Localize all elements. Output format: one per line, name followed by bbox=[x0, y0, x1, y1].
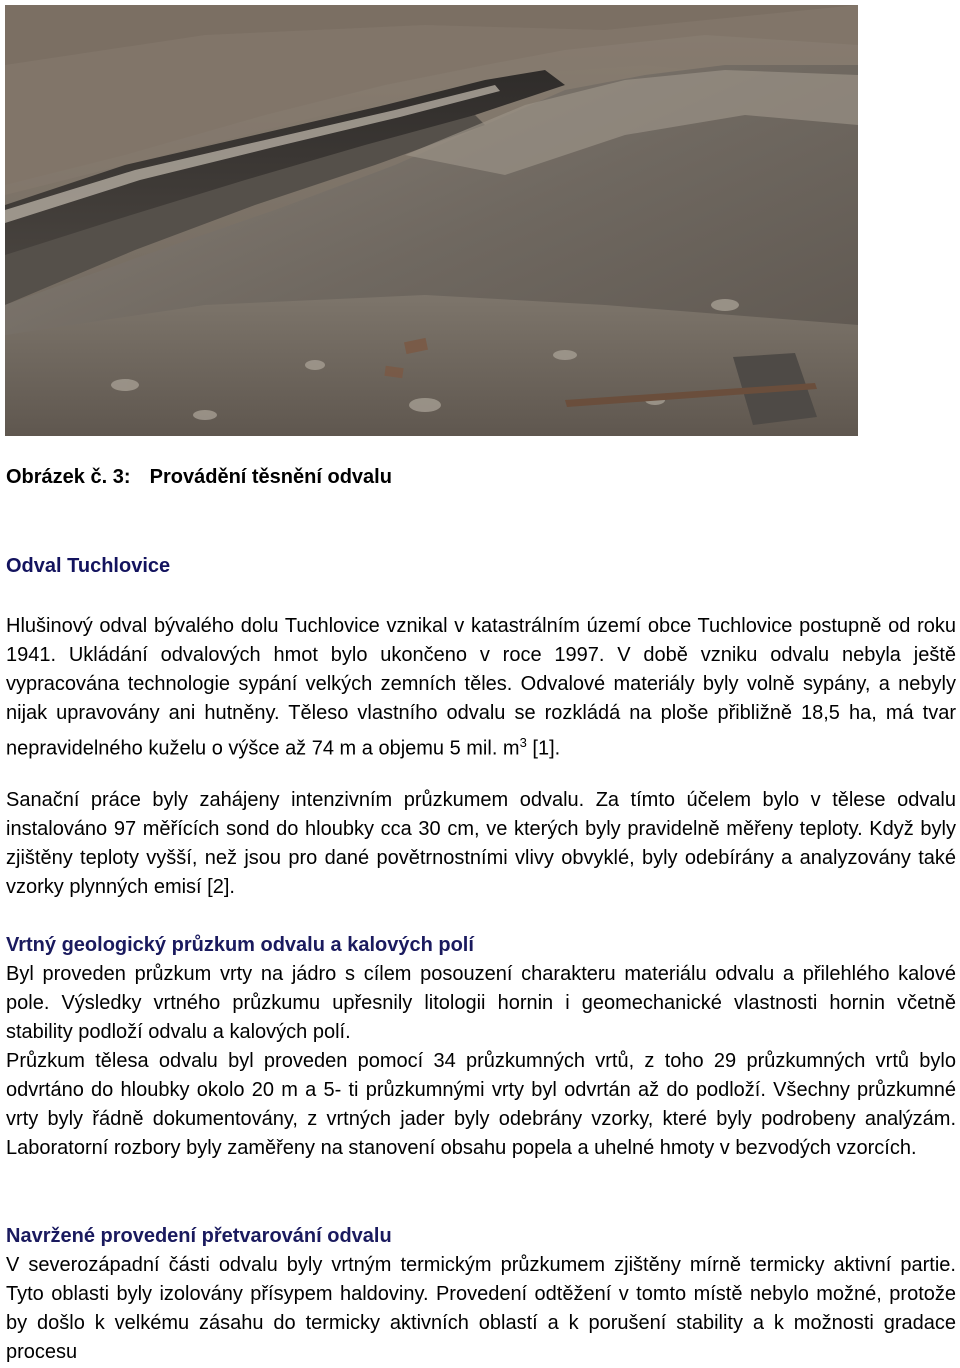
caption-text: Provádění těsnění odvalu bbox=[149, 466, 392, 488]
subsection-2-paragraph-1 bbox=[6, 1251, 956, 1367]
paragraph-2 bbox=[6, 786, 956, 902]
paragraph-1-text: Hlušinový odval bývalého dolu Tuchlovice vznikal v katastrálním území obce Tuchlovice postupně od roku 1941. Ukládání odvalových hmot bylo ukončeno v roce 1997. V době vzniku odvalu nebyla ještě vypracována technologie sypání velkých zemních těles. Odvalové materiály byly volně sypány, a nebyly nijak upravovány ani hutněny. Těleso vlastního odvalu se rozkládá na ploše přibližně 18,5 ha, má tvar nepravidelného kuželu o výšce až 74 m a objemu 5 mil. m bbox=[6, 615, 956, 760]
superscript-3: 3 bbox=[519, 735, 527, 750]
section-title: Odval Tuchlovice bbox=[6, 555, 171, 577]
paragraph-2-text: Sanační práce byly zahájeny intenzivním průzkumem odvalu. Za tímto účelem bylo v tělese odvalu instalováno 97 měřících sond do hloubky cca 30 cm, ve kterých byly pravidelně měřeny teploty. Když byly zjištěny teploty vyšší, než jsou pro dané povětrnostními vlivy obvyklé, byly odebírány a analyzovány také vzorky plynných emisí [2]. bbox=[6, 789, 956, 898]
spoil-heap-photo bbox=[5, 5, 858, 436]
caption-number: Obrázek č. 3: bbox=[6, 466, 131, 488]
subsection-1-paragraph-1 bbox=[6, 960, 956, 1047]
subsection-2-title: Navržené provedení přetvarování odvalu bbox=[6, 1225, 392, 1247]
subsection-2-p1-text: V severozápadní části odvalu byly vrtným termickým průzkumem zjištěny mírně termicky aktivní partie. Tyto oblasti byly izolovány přísypem haldoviny. Provedení odtěžení v tomto místě nebylo možné, protože by došlo k velkému zásahu do termicky aktivních oblastí a k porušení stability a k možnosti gradace procesu bbox=[6, 1254, 956, 1363]
paragraph-1 bbox=[6, 612, 956, 764]
figure-caption bbox=[6, 466, 392, 489]
subsection-1-paragraph-2 bbox=[6, 1047, 956, 1163]
subsection-1-title: Vrtný geologický průzkum odvalu a kalových polí bbox=[6, 934, 474, 956]
paragraph-1-end: [1]. bbox=[526, 737, 561, 760]
subsection-1-p2-text: Průzkum tělesa odvalu byl proveden pomocí 34 průzkumných vrtů, z toho 29 průzkumných vrtů bylo odvrtáno do hloubky okolo 20 m a 5- ti průzkumnými vrty byl odvrtán až do podloží. Všechny průzkumné vrty byly řádně dokumentovány, z vrtných jader byly odebrány vzorky, které byly podrobeny analýzám. Laboratorní rozbory byly zaměřeny na stanovení obsahu popela a uhelné hmoty v bezvodých vzorcích. bbox=[6, 1050, 956, 1159]
subsection-1-p1-text: Byl proveden průzkum vrty na jádro s cílem posouzení charakteru materiálu odvalu a přilehlého kalové pole. Výsledky vrtného průzkumu upřesnily litologii hornin i geomechanické vlastnosti hornin včetně stability podloží odvalu a kalových polí. bbox=[6, 963, 956, 1043]
